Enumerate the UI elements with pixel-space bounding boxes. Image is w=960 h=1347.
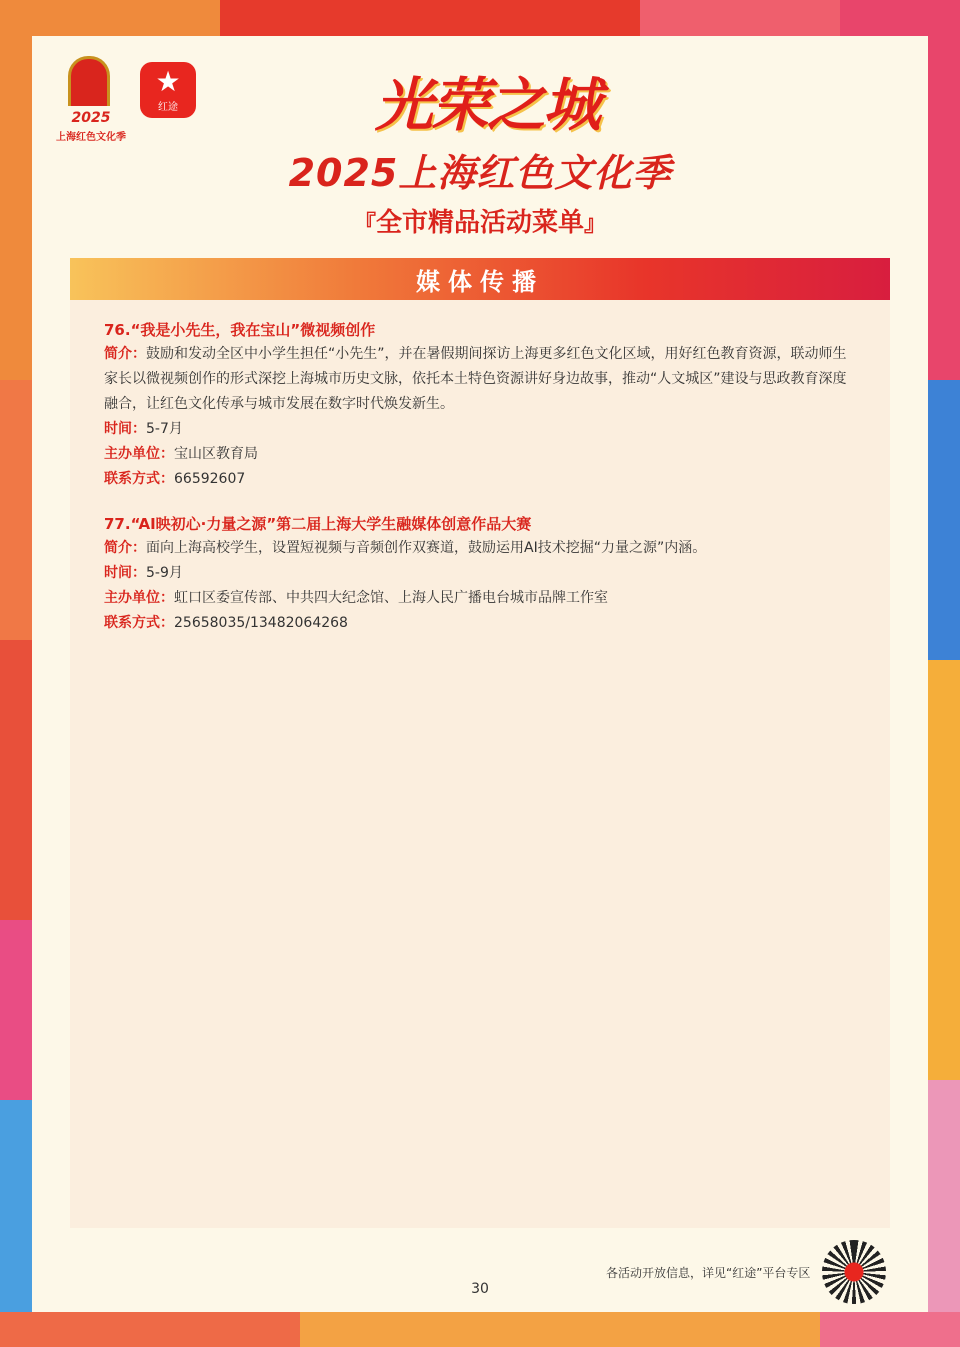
- list-item: [104, 512, 856, 636]
- host-label: 主办单位：: [104, 446, 174, 462]
- section-header: [70, 258, 890, 300]
- culture-season-logo: [50, 54, 132, 146]
- intro-label: 简介：: [104, 346, 146, 362]
- item-title: 77.“AI映初心·力量之源”第二届上海大学生融媒体创意作品大赛: [104, 515, 532, 533]
- page-sheet: [32, 36, 928, 1312]
- item-contact: [104, 467, 856, 492]
- contact-value: 66592607: [174, 471, 246, 487]
- time-label: 时间：: [104, 565, 146, 581]
- item-time: [104, 561, 856, 586]
- host-label: 主办单位：: [104, 590, 174, 606]
- corner-bracket-left-icon: 『: [353, 212, 376, 237]
- logo-year: 2025: [71, 110, 111, 126]
- time-value: 5-9月: [146, 565, 183, 581]
- item-intro: [104, 536, 856, 561]
- item-host: [104, 442, 856, 467]
- content-panel: [70, 300, 890, 1228]
- host-value: 宝山区教育局: [174, 446, 258, 462]
- item-intro: [104, 342, 856, 417]
- contact-label: 联系方式：: [104, 471, 174, 487]
- page-title: 2025上海红色文化季: [288, 151, 672, 195]
- intro-text: 面向上海高校学生，设置短视频与音频创作双赛道，鼓励运用AI技术挖掘“力量之源”内涵。: [146, 540, 707, 556]
- item-time: [104, 417, 856, 442]
- logo-season: 上海红色文化季: [56, 132, 126, 143]
- item-host: [104, 586, 856, 611]
- star-icon: ★: [155, 64, 181, 98]
- page-subtitle: [32, 202, 928, 239]
- time-value: 5-7月: [146, 421, 183, 437]
- list-item: [104, 318, 856, 492]
- host-value: 虹口区委宣传部、中共四大纪念馆、上海人民广播电台城市品牌工作室: [174, 590, 608, 606]
- page-number: 30: [471, 1281, 489, 1297]
- qr-code-icon[interactable]: [822, 1240, 886, 1304]
- contact-label: 联系方式：: [104, 615, 174, 631]
- subtitle-text: 全市精品活动菜单: [375, 208, 584, 238]
- item-contact: [104, 611, 856, 636]
- contact-value: 25658035/13482064268: [174, 615, 348, 631]
- intro-text: 鼓励和发动全区中小学生担任“小先生”，并在暑假期间探访上海更多红色文化区域，用好红色教育资源，联动师生家长以微视频创作的形式深挖上海城市历史文脉，依托本土特色资源讲好身边故事，推动“人文城区”建设与思政教育深度融合，让红色文化传承与城市发展在数字时代焕发新生。: [104, 346, 847, 412]
- footer-note: 各活动开放信息，详见“红途”平台专区: [606, 1266, 811, 1280]
- calligraphy-title: 光荣之城: [374, 71, 599, 139]
- section-title: 媒体传播: [416, 267, 544, 296]
- arch-icon: [68, 56, 110, 106]
- intro-label: 简介：: [104, 540, 146, 556]
- app-label: 红途: [158, 101, 178, 113]
- time-label: 时间：: [104, 421, 146, 437]
- item-title: 76.“我是小先生，我在宝山”微视频创作: [104, 321, 376, 339]
- hongtu-app-logo: [140, 62, 196, 118]
- corner-bracket-right-icon: 』: [584, 212, 607, 237]
